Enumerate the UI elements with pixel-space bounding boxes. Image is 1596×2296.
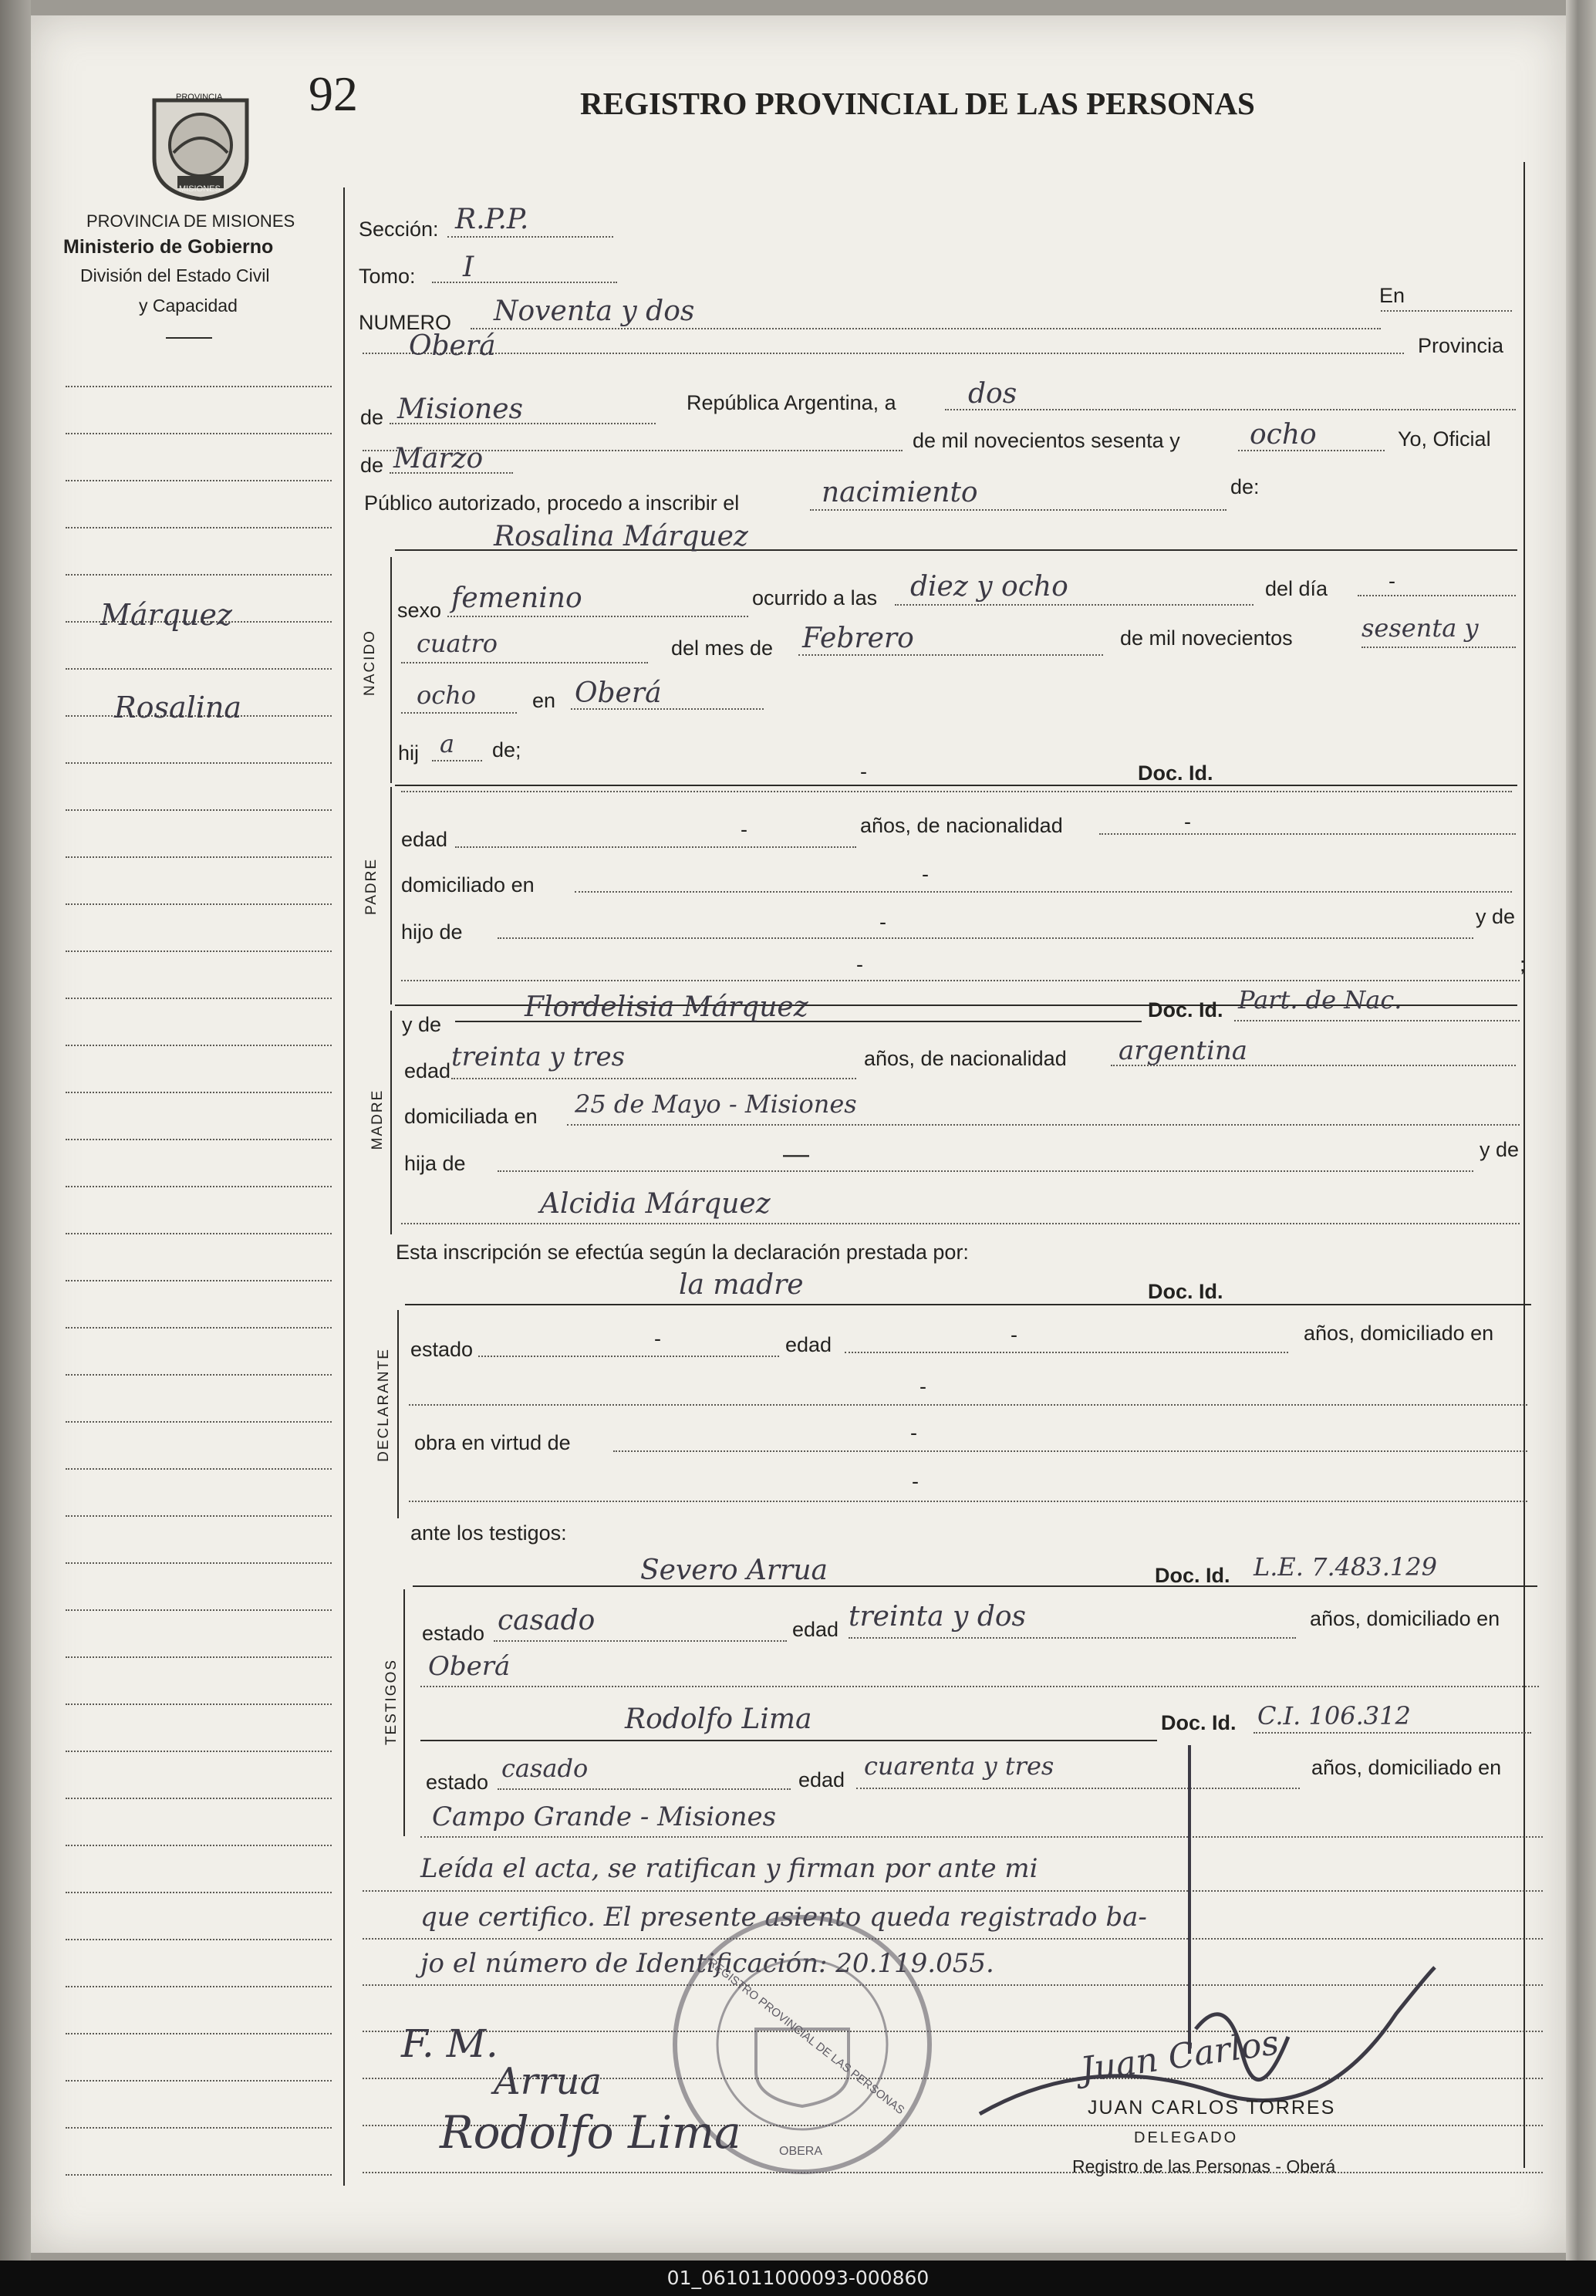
madre-domic-label: domiciliada en [404,1105,538,1128]
hij-label: hij [398,741,420,765]
birth-day-value: cuatro [417,629,498,658]
day-value: dos [968,378,1017,410]
margin-rule [66,1280,332,1281]
day-line-nacido [401,662,648,663]
madre-bracket [390,1011,392,1234]
issuer-line-4: y Capacidad [139,295,238,316]
padre-yde-label: y de [1476,905,1516,928]
padre-hijo-label: hijo de [401,920,463,944]
sexo-line [447,616,748,617]
margin-rule [66,1939,332,1940]
numero-line [471,328,1381,329]
madre-edad-label: edad [404,1059,451,1082]
margin-rule [66,1703,332,1705]
margin-surname: Márquez [100,598,233,632]
mil-label-nacido: de mil novecientos [1120,626,1293,650]
witness-2-edad-line [856,1788,1300,1789]
padre-nac-dash: - [1184,810,1191,833]
witness-2-doc-label: Doc. Id. [1161,1711,1237,1734]
madre-mother-line [401,1223,1520,1224]
declarante-anos-label: años, domiciliado en [1304,1322,1494,1345]
declarante-name: la madre [679,1269,804,1301]
madre-doc-label: Doc. Id. [1148,998,1223,1021]
padre-bracket [390,787,392,1004]
witness-2-name: Rodolfo Lima [625,1703,812,1735]
madre-domic-line [567,1124,1520,1126]
margin-rule [66,1656,332,1658]
madre-doc-value: Part. de Nac. [1238,985,1402,1015]
padre-name-dash: - [860,760,867,783]
margin-rule [66,480,332,481]
madre-mother-value: Alcidia Márquez [540,1188,771,1220]
witness-2-estado: casado [501,1754,589,1783]
issuer-rule [166,337,212,339]
padre-edad-dash: - [741,818,747,841]
mes-label: del mes de [671,636,774,660]
del-dia-label: del día [1265,577,1328,600]
margin-rule [66,1092,332,1093]
stamp-text: REGISTRO PROVINCIAL DE LAS PERSONAS [705,1956,907,2118]
margin-rule [66,1327,332,1329]
issuer-line-2: Ministerio de Gobierno [63,236,274,258]
padre-edad-label: edad [401,828,448,851]
year-value: ocho [1250,419,1317,451]
seccion-line [447,236,613,238]
madre-section-label: MADRE [369,1089,386,1150]
provincial-seal-icon [147,85,255,201]
official-role: DELEGADO [1134,2129,1239,2146]
witness-2-doc: C.I. 106.312 [1257,1701,1411,1730]
margin-rule [66,1139,332,1140]
de-label-2: de [360,454,384,477]
madre-domic-value: 25 de Mayo - Misiones [575,1089,857,1119]
margin-rule [66,998,332,999]
padre-domic-label: domiciliado en [401,873,535,896]
declarante-obra-dash: - [910,1421,917,1444]
main-frame-right [1523,162,1525,2168]
declarante-estado-dash: - [654,1327,661,1350]
declaracion-text: Esta inscripción se efectúa según la declaración prestada por: [396,1241,969,1264]
page-number: 92 [309,66,358,121]
declarante-domic-dash: - [919,1375,926,1398]
act-line [810,509,1227,511]
provincia-label: Provincia [1418,334,1504,357]
official-office: Registro de las Personas - Oberá [1072,2156,1336,2176]
right-page-edge [1566,0,1596,2261]
witness-2-estado-line [498,1788,791,1790]
margin-rule [66,1045,332,1046]
margin-rule [66,1515,332,1517]
declarante-estado-label: estado [410,1338,474,1361]
witness-2-estado-label: estado [426,1771,489,1794]
padre-hijo-line [498,937,1473,939]
madre-hija-line [498,1170,1473,1172]
birth-place-value: Oberá [575,677,662,709]
padre-top-line [395,785,1517,786]
signature-vertical-mark [1188,1745,1191,2054]
margin-rule [66,2127,332,2129]
sexo-label: sexo [397,599,442,622]
madre-doc-line [1234,1020,1520,1021]
witness-1-anos-label: años, domiciliado en [1310,1607,1500,1630]
testigos-intro: ante los testigos: [410,1521,567,1545]
madre-yde2-label: y de [1480,1138,1520,1161]
witness-1-place-line [420,1686,1539,1687]
signature-a: F. M. [401,2021,498,2066]
padre-yde-line [401,980,1520,981]
signature-official: Juan Carlos [1078,2023,1281,2090]
padre-domic-dash: - [922,863,929,886]
padre-anos-label: años, de nacionalidad [860,814,1063,837]
madre-hija-dash: — [783,1140,809,1169]
en-label-nacido: en [532,689,556,712]
declarante-domic-line [409,1404,1527,1406]
margin-rule [66,1186,332,1187]
margin-given-name: Rosalina [114,690,242,724]
birth-year-line [1361,647,1516,648]
witness-2-anos-label: años, domiciliado en [1311,1756,1502,1779]
seccion-label: Sección: [359,218,439,241]
birth-month-line [798,654,1103,656]
witness-2-place-line [420,1836,1543,1838]
en-line [1381,310,1512,312]
closing-line-1-rule [363,1890,1543,1892]
birth-year-line-2 [401,712,517,714]
witness-2-line [420,1740,1157,1741]
seccion-value: R.P.P. [455,204,529,235]
madre-yde-label: y de [402,1013,442,1036]
nacido-bracket [390,557,392,783]
signature-b: Arrua [494,2060,602,2103]
main-frame-left [343,187,345,2186]
testigos-bracket [403,1589,405,1836]
numero-value: Noventa y dos [494,295,695,327]
testigos-top-line [413,1585,1537,1587]
madre-hija-label: hija de [404,1152,466,1175]
witness-1-edad: treinta y dos [849,1601,1027,1633]
seal-bottom-text: MISIONES [179,184,221,194]
birth-month-value: Febrero [802,623,914,654]
witness-1-estado-label: estado [422,1622,485,1645]
padre-nac-line [1099,833,1516,835]
declarante-edad-line [845,1352,1288,1353]
closing-line-3: jo el número de Identificación: 20.119.055. [420,1948,994,1979]
closing-line-1: Leída el acta, se ratifican y firman por ante mi [420,1853,1038,1884]
margin-rule [66,1609,332,1611]
page-title: REGISTRO PROVINCIAL DE LAS PERSONAS [580,86,1255,121]
witness-1-doc-label: Doc. Id. [1155,1564,1230,1587]
dia-dash: - [1388,569,1395,593]
mother-name: Flordelisia Márquez [525,991,808,1023]
margin-rule [66,527,332,528]
left-binding-edge [0,0,31,2261]
declarante-section-label: DECLARANTE [376,1348,392,1462]
padre-domic-line [575,891,1512,893]
madre-edad-line [451,1078,856,1079]
hij-line [432,760,482,761]
birth-year-value-2: ocho [417,680,477,710]
declarante-obra-line-2 [409,1501,1527,1502]
margin-rule [66,1233,332,1234]
margin-rule [66,386,332,387]
margin-rule [66,762,332,764]
sexo-value: femenino [451,582,582,614]
margin-rule [66,1421,332,1423]
margin-rule [66,2033,332,2034]
declarante-obra-dash-2: - [912,1470,919,1493]
margin-rule [66,1845,332,1846]
en-label: En [1379,284,1405,307]
padre-edad-line [455,846,856,848]
margin-rule [66,809,332,811]
margin-rule [66,433,332,434]
madre-nac-value: argentina [1119,1035,1248,1066]
declarante-obra-label: obra en virtud de [414,1431,571,1454]
declarante-estado-line [478,1356,779,1357]
witness-1-place: Oberá [428,1651,511,1682]
republica-label: República Argentina, a [687,391,896,414]
de-label: de [360,406,384,429]
declarante-edad-dash: - [1011,1323,1017,1346]
witness-2-place: Campo Grande - Misiones [432,1801,777,1832]
margin-rule [66,1986,332,1987]
testigos-section-label: TESTIGOS [383,1658,400,1746]
hour-line [895,604,1254,606]
declarante-bracket [397,1310,399,1518]
declarante-edad-label: edad [785,1333,832,1356]
witness-1-estado: casado [498,1605,596,1636]
margin-rule [66,1892,332,1893]
tomo-line [432,282,617,283]
seal-top-text: PROVINCIA [176,93,223,102]
publico-label: Público autorizado, procedo a inscribir el [364,491,740,515]
signature-c: Rodolfo Lima [440,2106,741,2159]
declarante-doc-label: Doc. Id. [1148,1280,1223,1303]
tomo-value: I [463,252,474,283]
birth-year-value: sesenta y [1361,613,1479,643]
de-colon-label: de: [1230,475,1260,498]
margin-rule [66,903,332,905]
witness-1-edad-line [849,1637,1296,1639]
padre-section-label: PADRE [363,857,380,916]
ocurrido-label: ocurrido a las [752,586,878,609]
yo-label: Yo, Oficial [1398,427,1491,451]
witness-1-doc: L.E. 7.483.129 [1254,1552,1437,1582]
witness-2-doc-line [1254,1732,1531,1734]
margin-rule [66,1798,332,1799]
declarante-obra-line [613,1450,1527,1452]
dia-line [1358,595,1516,596]
closing-line-2: que certifico. El presente asiento queda registrado ba- [420,1902,1147,1933]
lower-rule [363,2172,1543,2173]
footer-id: 01_061011000093-000860 [0,2261,1596,2296]
padre-semicolon: ; [1520,953,1526,976]
padre-doc-label: Doc. Id. [1138,761,1213,785]
margin-rule [66,1562,332,1564]
issuer-line-3: División del Estado Civil [80,265,270,285]
margin-rule [66,950,332,952]
day-line [945,409,1516,410]
margin-rule [66,856,332,858]
witness-1-edad-label: edad [792,1618,839,1641]
margin-rule [66,2080,332,2082]
margin-rule [66,1751,332,1752]
hij-de-label: de; [492,738,521,761]
hij-value: a [440,729,455,758]
month-value: Marzo [393,443,484,474]
child-name: Rosalina Márquez [494,521,748,552]
official-name: JUAN CARLOS TORRES [1088,2097,1336,2119]
closing-line-2-rule [363,1938,1543,1940]
nacido-section-label: NACIDO [362,630,378,696]
tomo-label: Tomo: [359,265,416,288]
declarante-top-line [405,1304,1531,1305]
place-value: Oberá [409,330,496,362]
act-value: nacimiento [822,477,978,508]
hour-value: diez y ocho [910,571,1068,603]
padre-yde-dash: - [856,953,863,976]
margin-rule [66,1374,332,1376]
witness-1-name: Severo Arrua [640,1555,828,1586]
issuer-line-1: PROVINCIA DE MISIONES [86,211,295,231]
madre-anos-label: años, de nacionalidad [864,1047,1067,1070]
margin-rule [66,668,332,670]
stamp-bottom-text: OBERA [779,2145,823,2158]
margin-rule [66,1468,332,1470]
witness-2-edad-label: edad [798,1768,845,1791]
madre-edad-value: treinta y tres [451,1042,626,1072]
numero-label: NUMERO [359,311,451,334]
padre-hijo-dash: - [879,910,886,934]
place-line [363,353,1404,354]
padre-name-line [401,791,1512,792]
margin-rule [66,574,332,576]
province-value: Misiones [397,393,524,425]
margin-rule [66,2174,332,2176]
mil-label: de mil novecientos sesenta y [913,429,1180,452]
witness-2-edad: cuarenta y tres [864,1751,1054,1781]
witness-1-estado-line [494,1640,787,1642]
